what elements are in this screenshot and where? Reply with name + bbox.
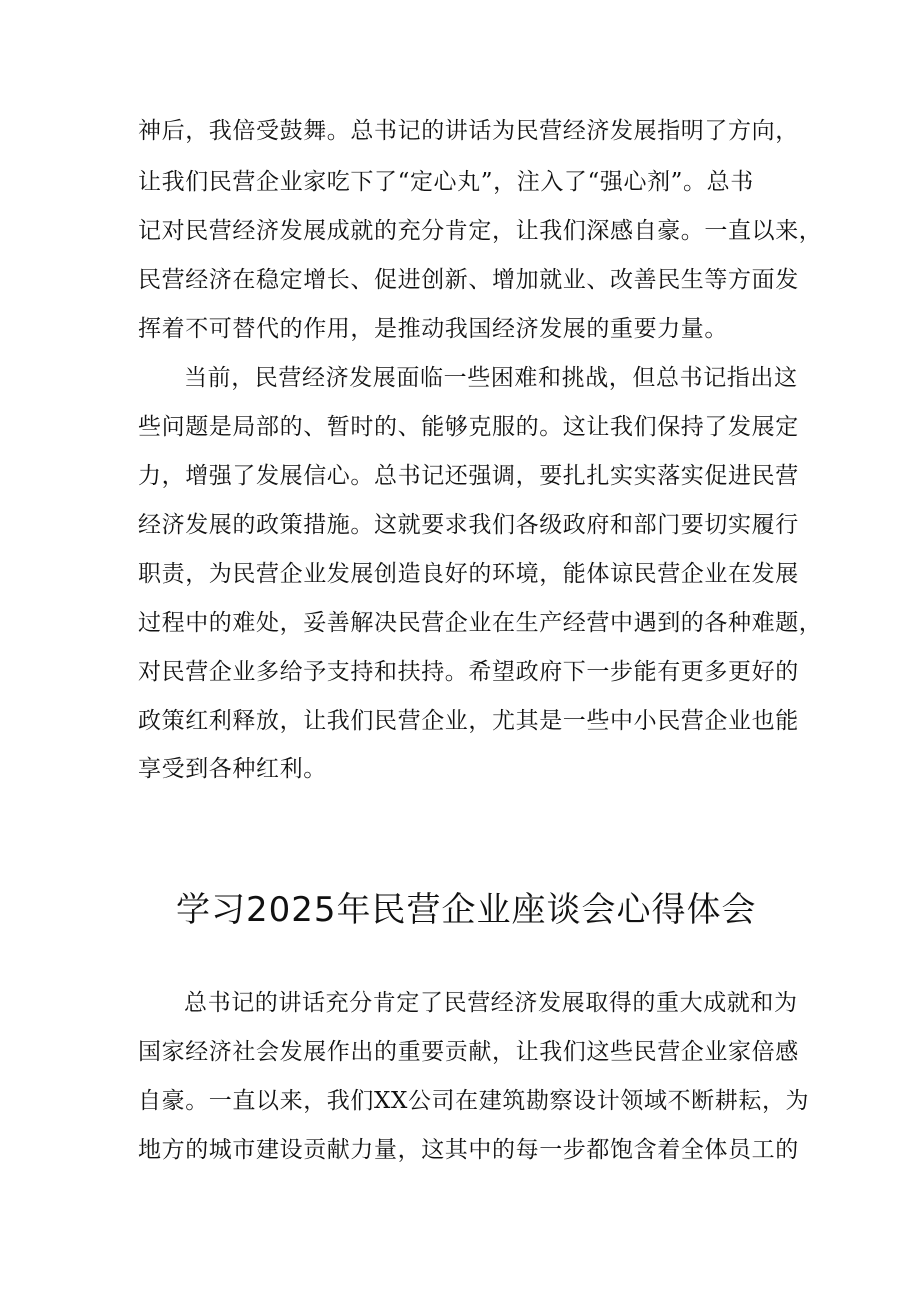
paragraph-3-line-2: 国家经济社会发展作出的重要贡献，让我们这些民营企业家倍感 [138,1039,799,1065]
section-title: 学习2025年民营企业座谈会心得体会 [176,890,757,930]
paragraph-1-line-1: 神后，我倍受鼓舞。总书记的讲话为民营经济发展指明了方向， [138,118,799,144]
paragraph-3-line-3: 自豪。一直以来，我们XX公司在建筑勘察设计领域不断耕耘，为 [138,1088,810,1114]
paragraph-2-line-9: 享受到各种红利。 [138,756,327,782]
paragraph-3-line-1: 总书记的讲话充分肯定了民营经济发展取得的重大成就和为 [184,990,798,1016]
paragraph-2-line-7: 对民营企业多给予支持和扶持。希望政府下一步能有更多更好的 [138,659,799,685]
paragraph-1-line-5: 挥着不可替代的作用，是推动我国经济发展的重要力量。 [138,316,728,342]
paragraph-1-line-2: 让我们民营企业家吃下了“定心丸”，注入了“强心剂”。总书 [138,169,754,195]
paragraph-2-line-8: 政策红利释放，让我们民营企业，尤其是一些中小民营企业也能 [138,708,799,734]
paragraph-2-line-4: 经济发展的政策措施。这就要求我们各级政府和部门要切实履行 [138,512,799,538]
paragraph-1-line-4: 民营经济在稳定增长、促进创新、增加就业、改善民生等方面发 [138,267,799,293]
paragraph-2-line-3: 力，增强了发展信心。总书记还强调，要扎扎实实落实促进民营 [138,463,799,489]
paragraph-1-line-3: 记对民营经济发展成就的充分肯定，让我们深感自豪。一直以来， [138,218,823,244]
paragraph-2-line-5: 职责，为民营企业发展创造良好的环境，能体谅民营企业在发展 [138,561,799,587]
paragraph-2-line-1: 当前，民营经济发展面临一些困难和挑战，但总书记指出这 [184,365,798,391]
paragraph-2-line-2: 些问题是局部的、暂时的、能够克服的。这让我们保持了发展定 [138,414,799,440]
paragraph-3-line-4: 地方的城市建设贡献力量，这其中的每一步都饱含着全体员工的 [138,1137,799,1163]
paragraph-2-line-6: 过程中的难处，妥善解决民营企业在生产经营中遇到的各种难题， [138,610,823,636]
